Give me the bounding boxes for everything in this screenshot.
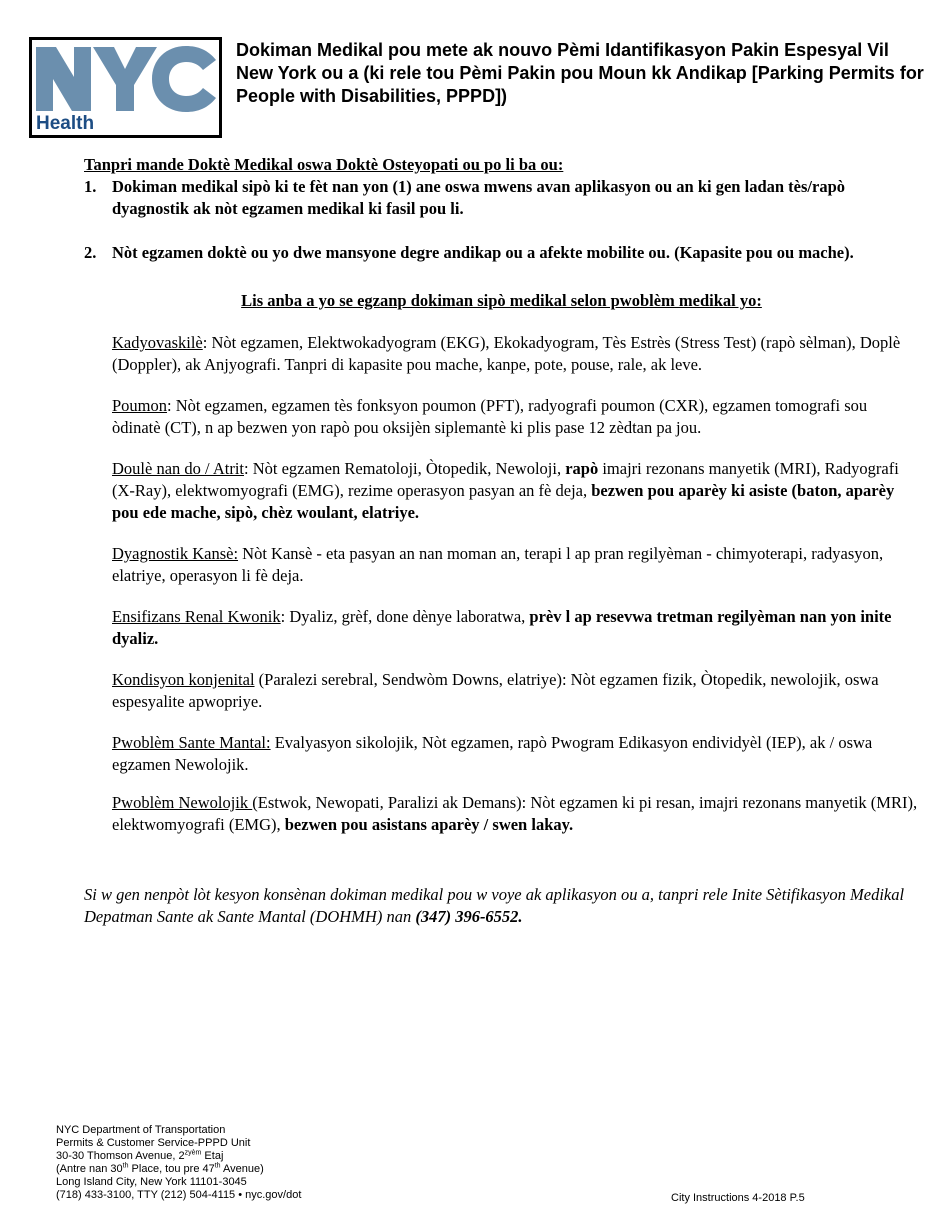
document-body: [84, 154, 919, 945]
page-reference: City Instructions 4-2018 P.5: [671, 1192, 805, 1204]
condition-text: : Nòt egzamen, Elektwokadyogram (EKG), Ekokadyogram, Tès Estrès (Stress Test) (rapò sèlman), Doplè (Doppler), ak Anjyografi. Tanpri di kapasite pou mache, kanpe, pote, pouse, rale, ak leve.: [112, 333, 901, 374]
footer-street: 30-30 Thomson Avenue, $2^{zyèm}$ Etaj: [56, 1149, 224, 1162]
footer-address: [56, 1124, 301, 1202]
condition-label: Dyagnostik Kansè:: [112, 544, 239, 563]
condition-text: : Nòt egzamen, egzamen tès fonksyon poumon (PFT), radyografi poumon (CXR), egzamen tomografi sou òdinatè (CT), n ap bezwen yon rapò pou oksijèn siplemantè ki plis pase 12 zèdtan pa jou.: [112, 396, 868, 437]
examples-heading: Lis anba a yo se egzanp dokiman sipò medikal selon pwoblèm medikal yo:: [241, 291, 762, 310]
condition-text: Evalyasyon sikolojik, Nòt egzamen, rapò Pwogram Edikasyon endividyèl (IEP), ak / oswa egzamen Newolojik.: [112, 733, 873, 774]
logo-health-text: Health: [36, 113, 95, 134]
condition-renal: [112, 606, 919, 650]
condition-label: Pwoblèm Sante Mantal:: [112, 733, 271, 752]
condition-text: (Paralezi serebral, Sendwòm Downs, elatriye): Nòt egzamen fizik, Òtopedik, newolojik, oswa espesyalite apwopriye.: [112, 670, 879, 711]
condition-text: : Dyaliz, grèf, done dènye laboratwa,: [280, 607, 530, 626]
condition-label: Ensifizans Renal Kwonik: [112, 607, 281, 626]
request-list: [84, 176, 919, 264]
footer-dept: NYC Department of Transportation: [56, 1124, 226, 1136]
condition-mental-health: [112, 732, 919, 776]
request-heading: Tanpri mande Doktè Medikal oswa Doktè Osteyopati ou po li ba ou:: [84, 155, 564, 174]
condition-bold-text: bezwen pou asistans aparèy / swen lakay.: [284, 815, 574, 834]
request-item-number: 1.: [84, 177, 97, 196]
request-item-text: Nòt egzamen doktè ou yo dwe mansyone degre andikap ou a afekte mobilite ou. (Kapasite pou ou mache).: [112, 243, 854, 262]
condition-congenital: [112, 669, 919, 713]
footer-unit: Permits & Customer Service-PPPD Unit: [56, 1137, 251, 1149]
request-item-text: Dokiman medikal sipò ki te fèt nan yon (1) ane oswa mwens avan aplikasyon ou an ki gen ladan tès/rapò dyagnostik ak nòt egzamen medikal ki fasil pou li.: [112, 177, 845, 218]
nyc-logo-letters-icon: [32, 40, 219, 115]
condition-bold-text: prèv l ap resevwa tretman regilyèman nan yon inite dyaliz.: [112, 607, 892, 648]
request-item-2: [84, 242, 919, 264]
footer-cross-street: (Antre nan 30th Place, tou pre 47th Avenue): [56, 1162, 264, 1175]
condition-list: [84, 332, 919, 836]
document-title: Dokiman Medikal pou mete ak nouvo Pèmi Idantifikasyon Pakin Espesyal Vil New York ou a (ki rele tou Pèmi Pakin pou Moun kk Andikap [Parking Permits for People with Disabilities, PPPD]): [236, 40, 924, 106]
condition-back-pain-arthritis: [112, 458, 919, 524]
request-item-1: [84, 176, 919, 220]
condition-text: (Estwok, Newopati, Paralizi ak Demans): Nòt egzamen ki pi resan, imajri rezonans manyetik (MRI), elektwomyografi (EMG),: [112, 793, 918, 834]
contact-note: [84, 884, 919, 928]
condition-bold-text: bezwen pou aparèy ki asiste (baton, aparèy pou ede mache, sipò, chèz woulant, elatriye.: [112, 481, 895, 522]
condition-text: Nòt Kansè - eta pasyan an nan moman an, terapi l ap pran regilyèman - chimyoterapi, radyasyon, elatriye, operasyon li fè deja.: [112, 544, 884, 585]
condition-label: Kondisyon konjenital: [112, 670, 255, 689]
nyc-health-logo: [29, 37, 222, 138]
footer-phones: (718) 433-3100, TTY (212) 504-4115 • nyc.gov/dot: [56, 1189, 302, 1201]
condition-bold-text: rapò: [565, 459, 599, 478]
condition-text: : Nòt egzamen Rematoloji, Òtopedik, Newoloji,: [243, 459, 566, 478]
condition-lung: [112, 395, 919, 439]
condition-cancer: [112, 543, 919, 587]
condition-cardiovascular: [112, 332, 919, 376]
condition-text: imajri rezonans manyetik (MRI), Radyografi (X-Ray), elektwomyografi (EMG), rezime operasyon pasyan an fè deja,: [112, 459, 899, 500]
condition-label: Doulè nan do / Atrit: [112, 459, 244, 478]
condition-label: Pwoblèm Newolojik: [112, 793, 253, 812]
contact-phone: (347) 396-6552.: [415, 907, 523, 926]
request-item-number: 2.: [84, 243, 97, 262]
condition-label: Poumon: [112, 396, 168, 415]
condition-neurological: [112, 792, 919, 836]
footer-city: Long Island City, New York 11101-3045: [56, 1176, 247, 1188]
condition-label: Kadyovaskilè: [112, 333, 203, 352]
contact-note-text: Si w gen nenpòt lòt kesyon konsènan dokiman medikal pou w voye ak aplikasyon ou a, tanpri rele Inite Sètifikasyon Medikal Depatman Sante ak Sante Mantal (DOHMH) nan: [84, 885, 905, 926]
